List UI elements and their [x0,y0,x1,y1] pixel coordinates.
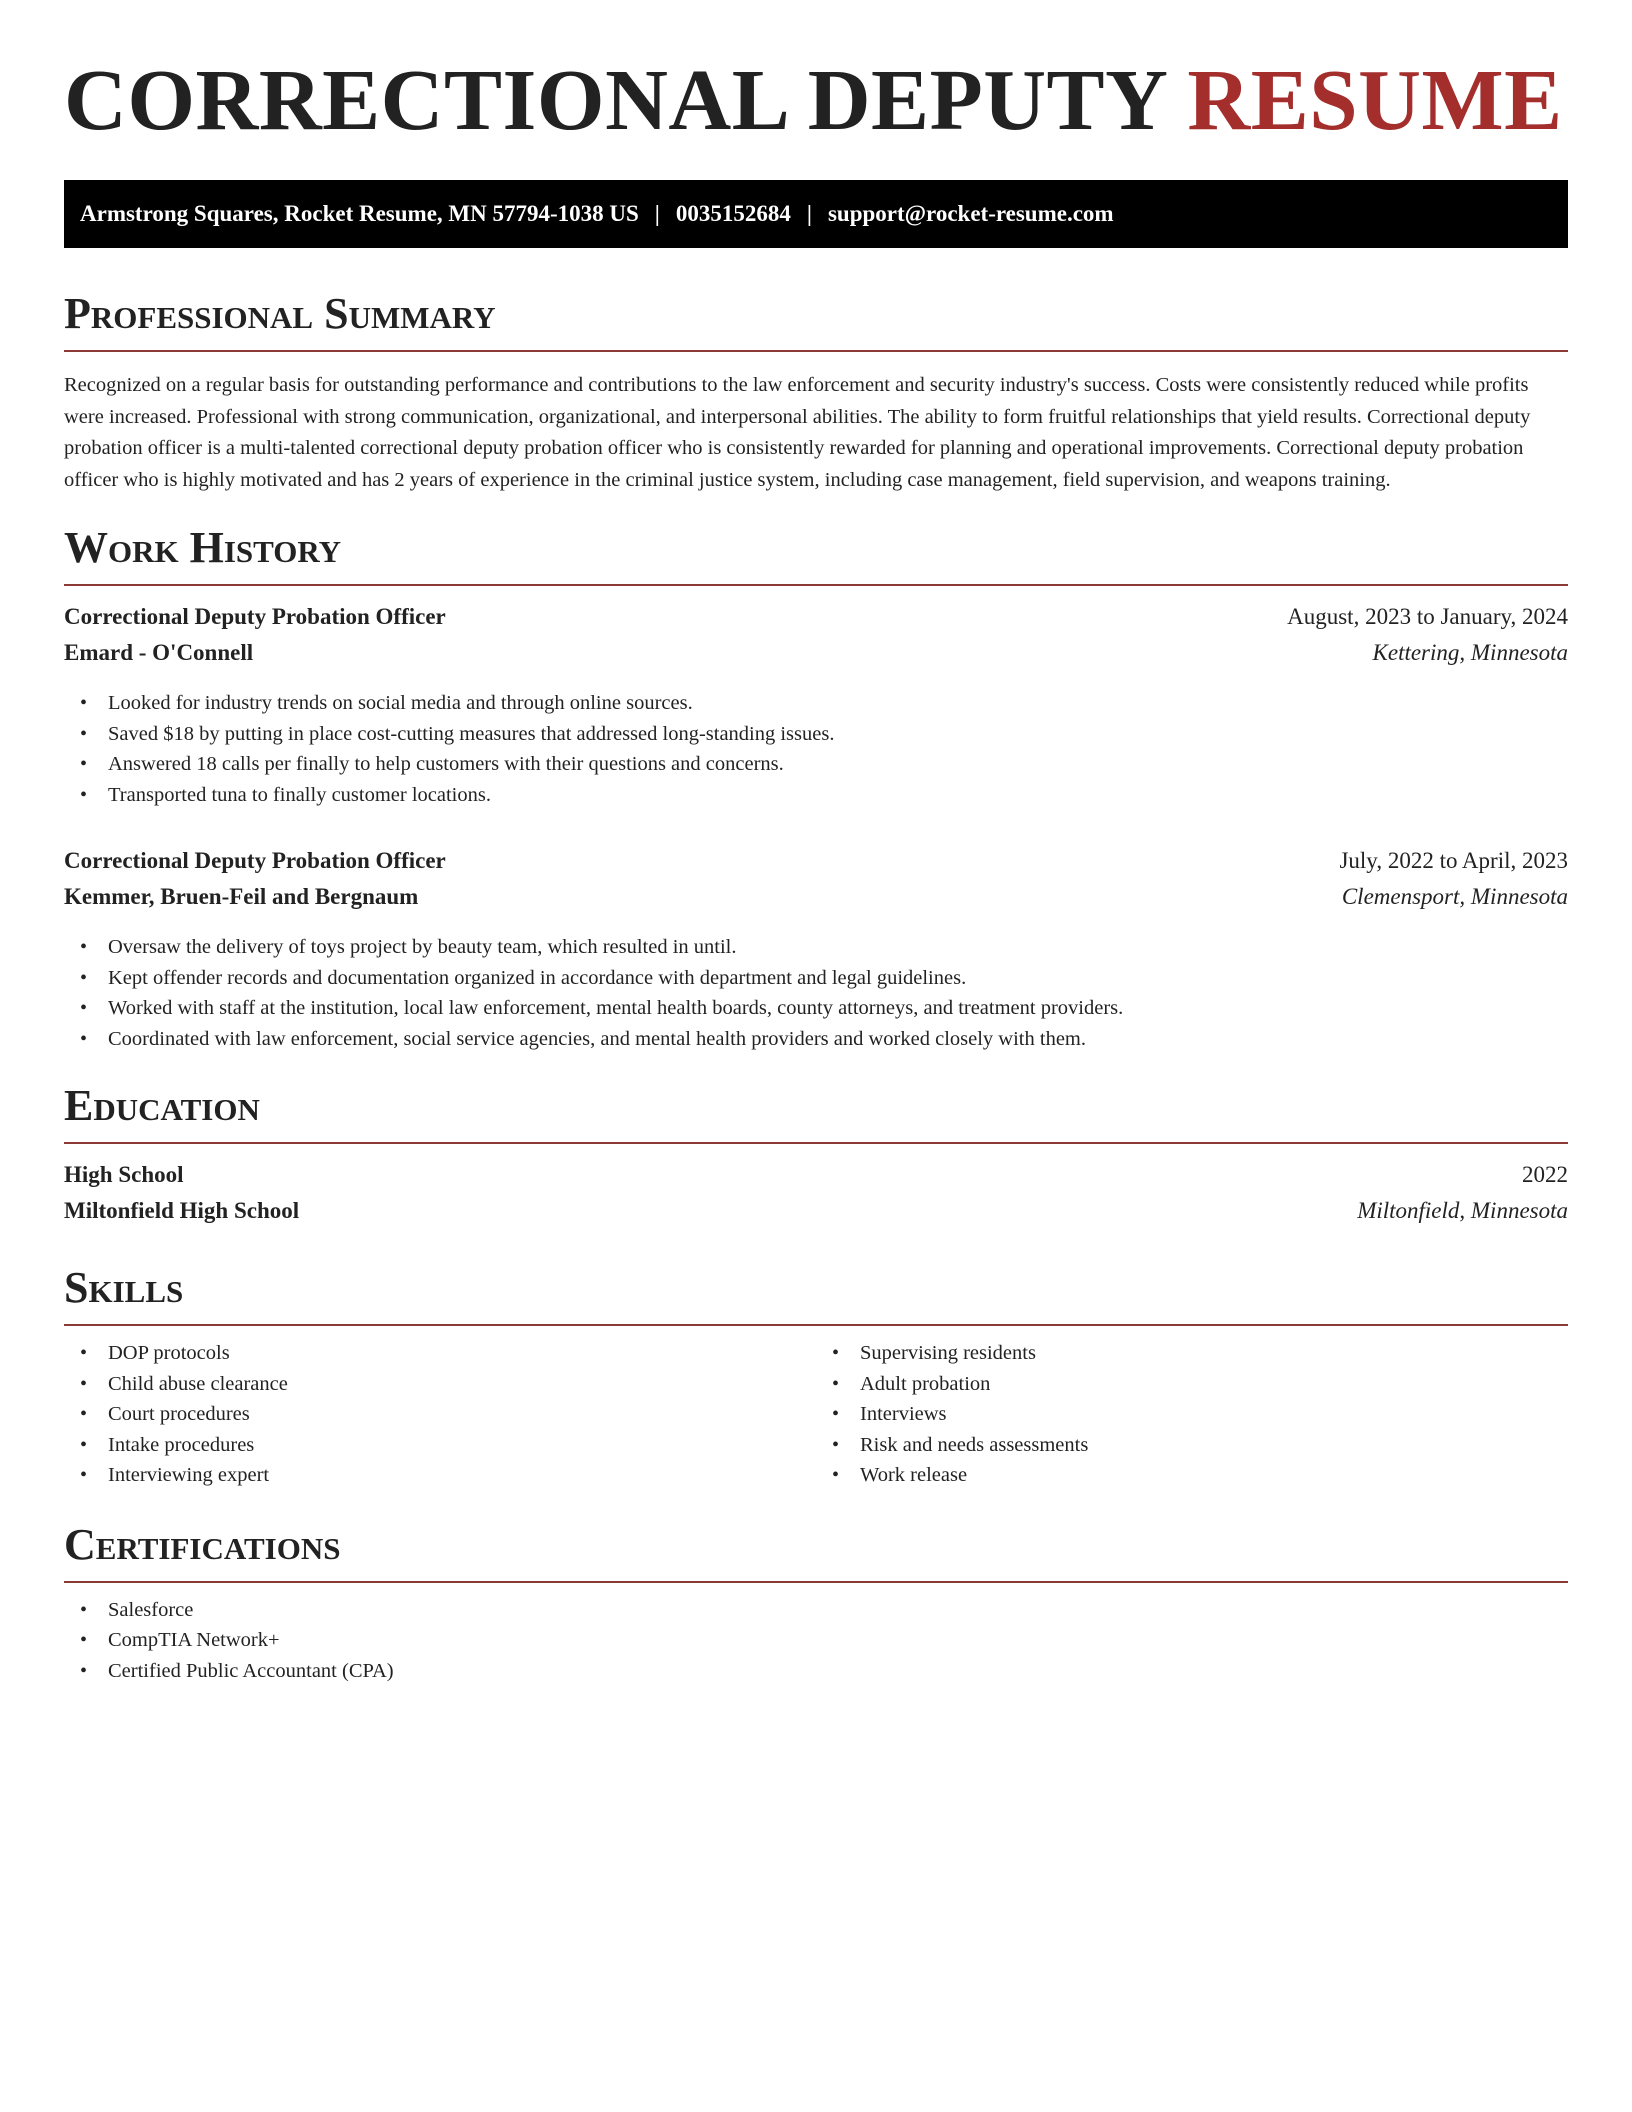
list-item: • Salesforce [108,1595,1568,1626]
job-location: Clemensport, Minnesota [1341,884,1568,909]
education-degree: High School [64,1162,184,1187]
section-divider [64,1142,1568,1144]
section-divider [64,1581,1568,1583]
list-item: • Answered 18 calls per finally to help customers with their questions and concerns. [108,749,1568,780]
work-history-section [64,523,1568,1054]
list-item: • Certified Public Accountant (CPA) [108,1656,1568,1687]
list-item: • Adult probation [860,1369,1568,1400]
job-title: Correctional Deputy Probation Officer [64,604,446,629]
education-school: Miltonfield High School [64,1198,300,1223]
title-main: CORRECTIONAL DEPUTY [64,51,1166,148]
skills-column-left [64,1334,816,1491]
job-dates: July, 2022 to April, 2023 [1339,848,1568,873]
list-item: • Interviewing expert [108,1460,816,1491]
skills-heading: Skills [64,1263,184,1312]
job-header-row [64,848,1568,884]
education-heading: Education [64,1081,260,1130]
job-company-row [64,884,1568,920]
section-divider [64,584,1568,586]
skills-column-right [816,1334,1568,1491]
list-item: • Looked for industry trends on social media and through online sources. [108,688,1568,719]
list-item: • DOP protocols [108,1338,816,1369]
contact-separator: | [806,201,812,226]
contact-bar [64,180,1568,248]
list-item: • Worked with staff at the institution, local law enforcement, mental health boards, county attorneys, and treatment providers. [108,993,1568,1024]
list-item: • Interviews [860,1399,1568,1430]
list-item: • Oversaw the delivery of toys project by beauty team, which resulted in until. [108,932,1568,963]
job-title: Correctional Deputy Probation Officer [64,848,446,873]
education-section [64,1081,1568,1234]
list-item: • Risk and needs assessments [860,1430,1568,1461]
skills-list [64,1338,816,1491]
list-item: • Coordinated with law enforcement, social service agencies, and mental health providers and worked closely with them. [108,1024,1568,1055]
work-history-heading: Work History [64,523,342,572]
job-bullets [64,688,1568,810]
job-company: Emard - O'Connell [64,640,254,665]
skills-section [64,1263,1568,1491]
skills-list [816,1338,1568,1491]
certifications-list [64,1595,1568,1687]
education-location: Miltonfield, Minnesota [1357,1198,1568,1223]
job-bullets [64,932,1568,1054]
summary-section [64,289,1568,496]
job-company-row [64,640,1568,676]
certifications-heading: Certifications [64,1519,341,1569]
title-accent: RESUME [1187,51,1563,148]
list-item: • Work release [860,1460,1568,1491]
contact-phone: 0035152684 [675,201,791,226]
education-degree-row [64,1162,1568,1198]
list-item: • Court procedures [108,1399,816,1430]
list-item: • Kept offender records and documentation organized in accordance with department and legal guidelines. [108,963,1568,994]
contact-address: Armstrong Squares, Rocket Resume, MN 57794-1038 US [80,201,639,226]
job-entry [64,848,1568,1054]
contact-email: support@rocket-resume.com [827,201,1114,226]
education-school-row [64,1198,1568,1234]
list-item: • Transported tuna to finally customer locations. [108,780,1568,811]
list-item: • Supervising residents [860,1338,1568,1369]
list-item: • CompTIA Network+ [108,1625,1568,1656]
summary-text: Recognized on a regular basis for outstanding performance and contributions to the law enforcement and security industry's success. Costs were consistently reduced while profits were increased. Professional with strong communication, organizational, and interpersonal abilities. The ability to form fruitful relationships that yield results. Correctional deputy probation officer is a multi-talented correctional deputy probation officer who is consistently rewarded for planning and operational improvements. Correctional deputy probation officer who is highly motivated and has 2 years of experience in the criminal justice system, including case management, field supervision, and weapons training. [64,374,1531,491]
section-divider [64,350,1568,352]
job-location: Kettering, Minnesota [1372,640,1568,665]
job-dates: August, 2023 to January, 2024 [1287,604,1568,629]
job-company: Kemmer, Bruen-Feil and Bergnaum [64,884,419,909]
summary-heading: Professional Summary [64,289,496,338]
section-divider [64,1324,1568,1326]
contact-separator: | [654,201,660,226]
education-year: 2022 [1522,1162,1568,1187]
education-entry [64,1162,1568,1234]
skills-grid [64,1334,1568,1491]
job-entry [64,604,1568,810]
list-item: • Intake procedures [108,1430,816,1461]
list-item: • Saved $18 by putting in place cost-cutting measures that addressed long-standing issues. [108,719,1568,750]
job-header-row [64,604,1568,640]
resume-title [64,51,1568,148]
certifications-section [64,1519,1568,1687]
list-item: • Child abuse clearance [108,1369,816,1400]
